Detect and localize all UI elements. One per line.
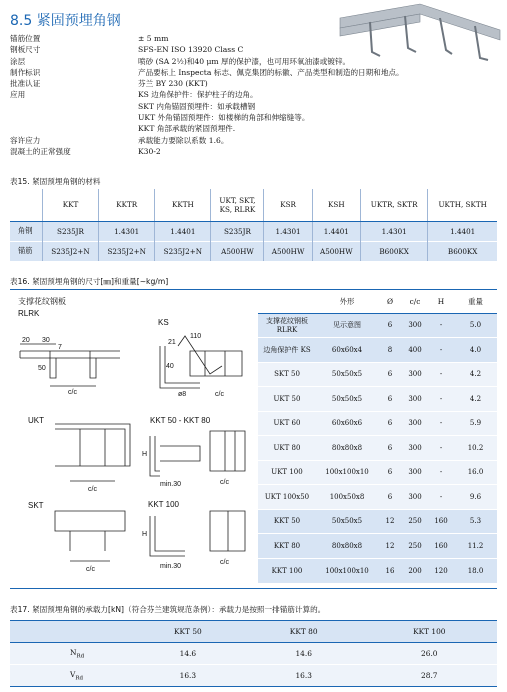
dimensions-table (258, 291, 497, 583)
t16-header: Ø (378, 291, 402, 313)
t16-cell: 5.9 (454, 411, 497, 436)
t16-cell: 6 (378, 411, 402, 436)
t16-cell: 6 (378, 387, 402, 412)
t16-cell: UKT 100x50 (258, 485, 316, 510)
t16-cell: 300 (402, 436, 428, 461)
spec-list (10, 33, 450, 157)
t16-cell: 8 (378, 338, 402, 363)
t16-cell: 4.0 (454, 338, 497, 363)
t15-cell: 1.4401 (312, 221, 360, 241)
t16-cell: 250 (402, 509, 428, 534)
t17-subscript: Rd (76, 653, 85, 660)
spec-label: 容许应力 (10, 135, 41, 145)
t17-symbol: N (70, 647, 77, 657)
t15-cell: A500HW (264, 241, 312, 261)
t16-cell: UKT 100 (258, 460, 316, 485)
dim-21: 21 (168, 339, 176, 346)
spec-line: K30-2 (138, 146, 161, 156)
t16-cell: 4.2 (454, 362, 497, 387)
dim-cc-4: c/c (220, 479, 229, 486)
t15-header: KKT (42, 189, 98, 221)
spec-value (138, 33, 450, 44)
t16-cell: 300 (402, 460, 428, 485)
t16-row (258, 485, 497, 510)
t16-cell: 11.2 (454, 534, 497, 559)
t16-cell: 6 (378, 436, 402, 461)
t17-cell: 14.6 (130, 643, 246, 665)
t16-cell: 16 (378, 558, 402, 583)
t16-cell: 6 (378, 460, 402, 485)
t17-row-label (10, 665, 130, 687)
t15-header: KSR (264, 189, 312, 221)
t16-header: c/c (402, 291, 428, 313)
table17-caption: 表17. 紧固预埋角钢的承载力[kN]（符合芬兰建筑规范条例）：承载力是按照一排锚筋计算的。 (10, 605, 326, 614)
t17-row (10, 665, 497, 687)
fig-label-kkt: KKT 50 - KKT 80 (150, 416, 211, 425)
t16-cell: 50x50x5 (316, 509, 378, 534)
t15-row-label: 锚筋 (10, 241, 42, 261)
spec-line: SKT 内角锚固预埋件：如承载槽钢 (138, 101, 256, 111)
spec-value (138, 44, 450, 55)
t15-cell: 1.4401 (155, 221, 211, 241)
capacity-table (10, 620, 497, 687)
t16-cell: 16.0 (454, 460, 497, 485)
dim-cc-6: c/c (220, 559, 229, 566)
dim-20: 20 (22, 337, 30, 344)
t17-cell: 14.6 (246, 643, 362, 665)
t15-row-label: 角钢 (10, 221, 42, 241)
t16-row (258, 460, 497, 485)
t16-cell: 60x60x6 (316, 411, 378, 436)
spec-label: 锚筋位置 (10, 34, 41, 43)
t16-cell: KKT 100 (258, 558, 316, 583)
spec-row (10, 78, 450, 89)
t16-cell: 300 (402, 387, 428, 412)
t16-cell: 12 (378, 534, 402, 559)
t15-header: UKT, SKT, KS, RLRK (211, 189, 264, 221)
t16-cell: 50x50x5 (316, 387, 378, 412)
t16-row (258, 362, 497, 387)
fig-label-ks: KS (158, 318, 169, 327)
dim-7: 7 (58, 344, 62, 351)
t17-cell: 16.3 (130, 665, 246, 687)
t16-cell: 6 (378, 485, 402, 510)
t16-cell: 50x50x5 (316, 362, 378, 387)
t15-cell: A500HW (312, 241, 360, 261)
spec-line: 承载能力要除以系数 1.6。 (138, 135, 229, 145)
t16-cell: 见示意图 (316, 313, 378, 338)
spec-line: KS 边角保护件：保护柱子的边角。 (138, 90, 258, 100)
t16-cell: 300 (402, 485, 428, 510)
fig-title: 支撑花纹钢板 (18, 297, 66, 306)
t16-row (258, 534, 497, 559)
t17-row (10, 643, 497, 665)
t16-cell: KKT 80 (258, 534, 316, 559)
spec-row (10, 56, 450, 67)
t16-row (258, 411, 497, 436)
t16-cell: UKT 50 (258, 387, 316, 412)
dim-min30-1: min.30 (160, 481, 182, 488)
t16-cell: 10.2 (454, 436, 497, 461)
drawings (10, 296, 250, 586)
t16-cell: - (428, 460, 454, 485)
t16-cell: 80x80x8 (316, 436, 378, 461)
fig-label-ukt: UKT (28, 416, 44, 425)
dim-50: 50 (38, 365, 46, 372)
t15-cell: 1.4301 (360, 221, 427, 241)
dim-110: 110 (190, 333, 202, 340)
dim-h-1: H (142, 451, 148, 458)
t15-cell: S235JR (42, 221, 98, 241)
dim-min30-2: min.30 (160, 563, 182, 570)
t15-header: KKTH (155, 189, 211, 221)
t17-cell: 26.0 (362, 643, 497, 665)
t16-cell: 60x60x4 (316, 338, 378, 363)
t16-cell: 120 (428, 558, 454, 583)
t16-cell: - (428, 387, 454, 412)
t17-header: KKT 50 (130, 621, 246, 643)
t15-cell: S235J2+N (99, 241, 155, 261)
t16-cell: 250 (402, 534, 428, 559)
spec-line: UKT 外角锚固预埋件：如楼梯的角部和伸缩缝等。 (138, 113, 310, 123)
t15-header: KSH (312, 189, 360, 221)
spec-value (138, 56, 450, 67)
spec-value (138, 67, 450, 78)
fig-label-rlrk: RLRK (18, 309, 40, 318)
t16-header (258, 291, 316, 313)
t16-cell: 100x100x10 (316, 558, 378, 583)
spec-value (138, 89, 450, 134)
t16-cell: UKT 80 (258, 436, 316, 461)
section-title: 8.5 紧固预埋角钢 (10, 13, 121, 29)
dim-40: 40 (166, 363, 174, 370)
t15-header: UKTR, SKTR (360, 189, 427, 221)
t16-header: 重量 (454, 291, 497, 313)
spec-row (10, 44, 450, 55)
t16-cell: 5.0 (454, 313, 497, 338)
technical-drawings (10, 296, 250, 586)
t15-row (10, 221, 497, 241)
t17-symbol: V (70, 669, 76, 679)
t15-row (10, 241, 497, 261)
spec-row (10, 33, 450, 44)
t16-row (258, 338, 497, 363)
t16-row (258, 436, 497, 461)
t15-cell: B600KX (360, 241, 427, 261)
t16-cell: 400 (402, 338, 428, 363)
t15-cell: S235J2+N (155, 241, 211, 261)
t16-cell: - (428, 485, 454, 510)
spec-line: ± 5 mm (138, 34, 169, 43)
spec-row (10, 89, 450, 134)
t15-cell: A500HW (211, 241, 264, 261)
t15-cell: 1.4401 (428, 221, 497, 241)
t17-cell: 16.3 (246, 665, 362, 687)
t17-header: KKT 80 (246, 621, 362, 643)
spec-label: 应用 (10, 90, 26, 100)
fig-label-kkt100: KKT 100 (148, 500, 179, 509)
t16-cell: 300 (402, 411, 428, 436)
spec-line: 喷砂 (SA 2½)和40 μm 厚的保护漆，也可用环氧油漆或镀锌。 (138, 56, 351, 66)
t17-header: KKT 100 (362, 621, 497, 643)
spec-row (10, 135, 450, 146)
t15-cell: 1.4301 (99, 221, 155, 241)
t16-row (258, 509, 497, 534)
fig-label-skt: SKT (28, 501, 44, 510)
t15-cell: S235JR (211, 221, 264, 241)
t16-cell: 160 (428, 509, 454, 534)
spec-line: KKT 角部承载的紧固预埋件. (138, 124, 236, 134)
spec-line: 产品要标上 Inspecta 标志、佩克集团的标徽、产品类型和制造的日期和地点。 (138, 67, 404, 77)
t16-cell: 5.3 (454, 509, 497, 534)
t16-cell: 12 (378, 509, 402, 534)
t16-cell: 6 (378, 313, 402, 338)
dim-cc-1: c/c (68, 389, 77, 396)
dim-h-2: H (142, 531, 148, 538)
t17-cell: 28.7 (362, 665, 497, 687)
t16-cell: UKT 60 (258, 411, 316, 436)
t17-header (10, 621, 130, 643)
t16-cell: 100x50x8 (316, 485, 378, 510)
t17-row-label (10, 643, 130, 665)
t16-cell: 4.2 (454, 387, 497, 412)
t16-row (258, 558, 497, 583)
t16-row (258, 387, 497, 412)
spec-line: SFS-EN ISO 13920 Class C (138, 45, 244, 55)
spec-value (138, 146, 450, 157)
dim-phi8: ø8 (178, 391, 187, 398)
t16-cell: - (428, 411, 454, 436)
t16-cell: 200 (402, 558, 428, 583)
t16-cell: KKT 50 (258, 509, 316, 534)
t16-cell: - (428, 362, 454, 387)
spec-value (138, 78, 450, 89)
dim-30: 30 (42, 337, 50, 344)
spec-label: 混凝土的正常强度 (10, 146, 71, 156)
spec-row (10, 146, 450, 157)
materials-table (10, 189, 497, 261)
t16-row (258, 313, 497, 338)
t16-cell: 160 (428, 534, 454, 559)
t16-cell: 80x80x8 (316, 534, 378, 559)
t15-header: KKTR (99, 189, 155, 221)
t15-cell: B600KX (428, 241, 497, 261)
t15-header (10, 189, 42, 221)
table15-caption: 表15. 紧固预埋角钢的材料 (10, 177, 101, 186)
dim-cc-3: c/c (88, 486, 97, 493)
t16-header: 外形 (316, 291, 378, 313)
spec-row (10, 67, 450, 78)
t16-cell: 6 (378, 362, 402, 387)
t16-cell: 300 (402, 313, 428, 338)
spec-label: 制作标识 (10, 67, 41, 77)
t15-cell: S235J2+N (42, 241, 98, 261)
t16-cell: - (428, 338, 454, 363)
spec-label: 钢板尺寸 (10, 45, 41, 55)
t16-cell: - (428, 436, 454, 461)
t17-subscript: Rd (75, 675, 84, 682)
spec-label: 涂层 (10, 56, 26, 66)
t16-cell: 300 (402, 362, 428, 387)
spec-label: 批准认证 (10, 79, 41, 89)
t16-cell: - (428, 313, 454, 338)
t16-cell: 100x100x10 (316, 460, 378, 485)
t16-cell: SKT 50 (258, 362, 316, 387)
t16-cell: 18.0 (454, 558, 497, 583)
dim-cc-5: c/c (86, 566, 95, 573)
table16-caption: 表16. 紧固预埋角钢的尺寸[㎜]和重量[~kg/m] (10, 277, 169, 286)
t16-cell: 支撑花纹钢板 RLRK (258, 313, 316, 338)
spec-value (138, 135, 450, 146)
t15-cell: 1.4301 (264, 221, 312, 241)
t15-header: UKTH, SKTH (428, 189, 497, 221)
spec-line: 芬兰 BY 230 (KKT) (138, 79, 208, 89)
t16-cell: 9.6 (454, 485, 497, 510)
t16-cell: 边角保护件 KS (258, 338, 316, 363)
t16-header: H (428, 291, 454, 313)
dim-cc-2: c/c (215, 391, 224, 398)
